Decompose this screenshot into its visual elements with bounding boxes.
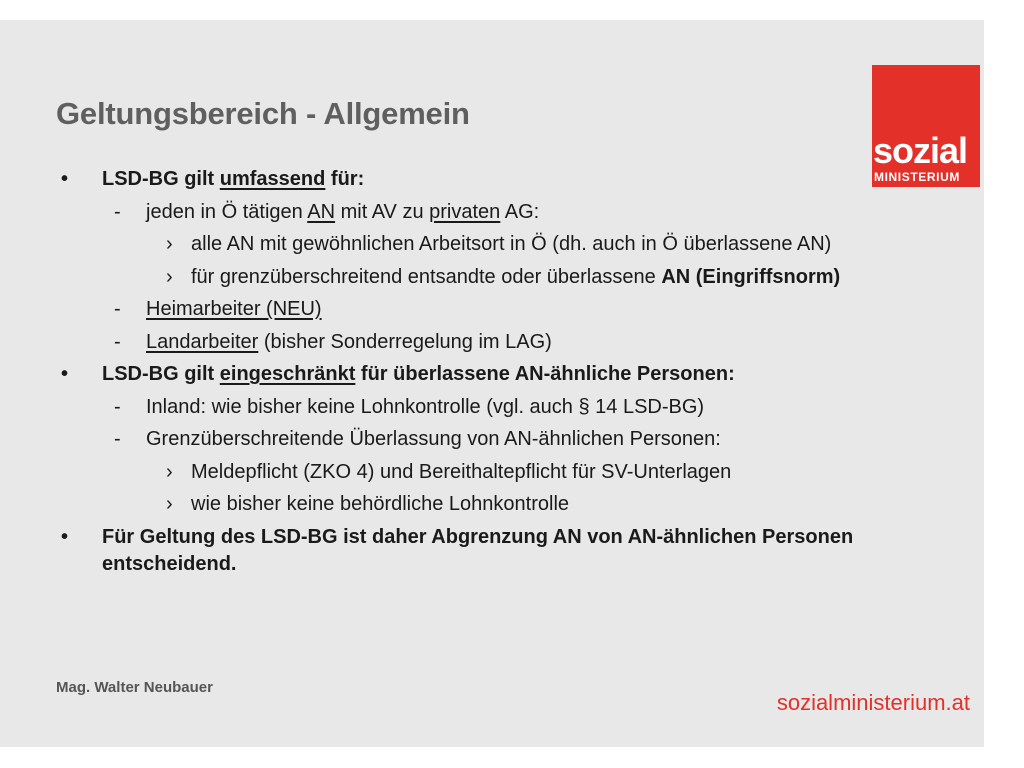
slide-title: Geltungsbereich - Allgemein [56,96,470,131]
website-link[interactable]: sozialministerium.at [776,690,970,715]
dash-marker: - [114,428,121,450]
underlined-term: eingeschränkt [219,363,356,385]
author-name: Mag. Walter Neubauer [56,679,213,696]
sub-bullet-2-1: - Inland: wie bisher keine Lohnkontrolle (vgl. auch § 14 LSD-BG) [60,391,970,424]
sub-bullet-1-3: - Landarbeiter (bisher Sonderregelung im LAG) [60,326,970,359]
sub-bullet-1-1: - jeden in Ö tätigen AN mit AV zu privaten AG: [60,196,970,229]
sub-sub-bullet-2-2-2: › wie bisher keine behördliche Lohnkontrolle [60,488,970,521]
sub-sub-bullet-1-1-2: › für grenzüberschreitend entsandte oder überlassene AN (Eingriffsnorm) [60,261,970,294]
bullet-3: • Für Geltung des LSD-BG ist daher Abgrenzung AN von AN-ähnlichen Personen entscheidend. [61,525,854,575]
chevron-marker: › [166,460,173,483]
bullet-2: • LSD-BG gilt eingeschränkt für überlassene AN-ähnliche Personen: [60,358,970,391]
slide-content [60,163,970,578]
dash-marker: - [114,395,121,418]
dash-marker: - [114,330,121,353]
bullet-1: • LSD-BG gilt umfassend für: [60,163,970,196]
dash-marker: - [114,298,121,320]
chevron-marker: › [166,233,173,255]
logo-word: sozial [873,130,968,171]
bullet-marker: • [61,363,69,385]
bullet-marker: • [61,168,69,190]
chevron-marker: › [166,265,173,288]
underlined-term: umfassend [219,168,326,190]
chevron-marker: › [166,493,173,515]
sub-bullet-1-2: - Heimarbeiter (NEU) [60,293,970,326]
sub-sub-bullet-1-1-1: › alle AN mit gewöhnlichen Arbeitsort in Ö (dh. auch in Ö überlassene AN) [60,228,970,261]
dash-marker: - [114,200,121,223]
sub-bullet-2-2: - Grenzüberschreitende Überlassung von AN-ähnlichen Personen: [60,423,970,456]
bullet-marker: • [61,525,69,548]
logo-subword: MINISTERIUM [874,170,960,184]
sub-sub-bullet-2-2-1: › Meldepflicht (ZKO 4) und Bereithaltepflicht für SV-Unterlagen [60,456,970,489]
